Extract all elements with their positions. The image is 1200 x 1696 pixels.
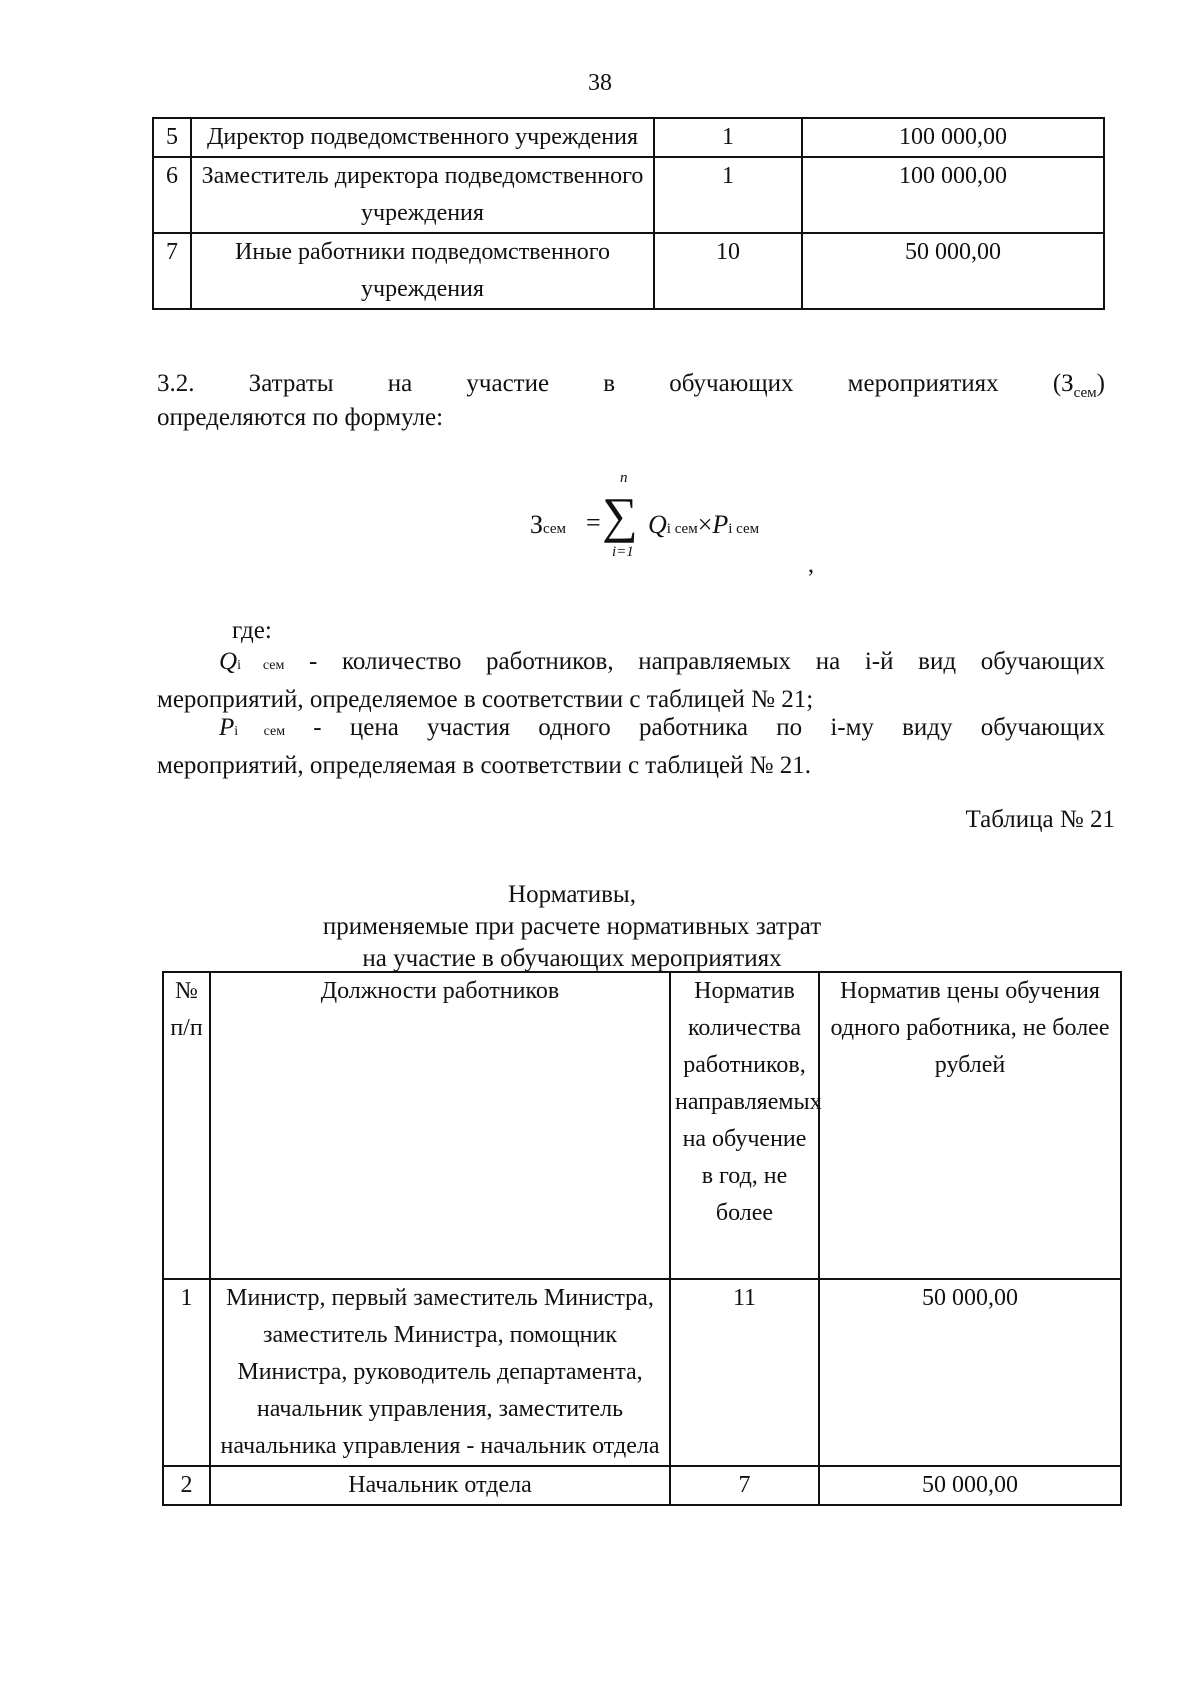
- formula-lhs: Зсем: [530, 510, 567, 539]
- position-cell: Иные работники подведомственного учреждения: [191, 233, 654, 309]
- header-number: № п/п: [163, 972, 210, 1279]
- paragraph-text: 3.2. Затраты на участие в обучающих мероприятиях (З: [157, 370, 1074, 397]
- header-position: Должности работников: [210, 972, 670, 1279]
- row-number: 6: [153, 157, 191, 233]
- table-row: [163, 1279, 1121, 1466]
- table-row: [153, 157, 1104, 233]
- table-row: [153, 118, 1104, 157]
- header-price: Норматив цены обучения одного работника, не более рублей: [819, 972, 1121, 1279]
- quantity-cell: 1: [654, 118, 802, 157]
- symbol-p: P: [219, 714, 235, 741]
- paragraph-close-paren: ): [1096, 370, 1105, 397]
- row-number: 7: [153, 233, 191, 309]
- quantity-cell: 10: [654, 233, 802, 309]
- definition-p: Pi сем - цена участия одного работника по i-му виду обучающих мероприятий, определяемая в соответствии с таблицей № 21.: [157, 714, 1105, 779]
- paragraph-subscript: сем: [1073, 385, 1097, 401]
- header-quantity: Норматив количества работников, направляемых на обучение в год, не более: [670, 972, 819, 1279]
- table-21: [162, 971, 1122, 1506]
- price-cell: 50 000,00: [819, 1466, 1121, 1505]
- symbol-q: Q: [219, 648, 238, 675]
- quantity-cell: 1: [654, 157, 802, 233]
- formula-upper-limit: n: [620, 470, 628, 486]
- quantity-cell: 11: [670, 1279, 819, 1466]
- quantity-cell: 7: [670, 1466, 819, 1505]
- price-cell: 100 000,00: [802, 118, 1104, 157]
- row-number: 5: [153, 118, 191, 157]
- table-header-row: [163, 972, 1121, 1279]
- table-caption-line-1: Нормативы,: [508, 881, 636, 908]
- row-number: 2: [163, 1466, 210, 1505]
- table-row: [163, 1466, 1121, 1505]
- formula-equals: =: [586, 508, 601, 537]
- position-cell: Начальник отдела: [210, 1466, 670, 1505]
- price-cell: 100 000,00: [802, 157, 1104, 233]
- formula-terms: Qi сем×Pi сем: [648, 510, 760, 539]
- table-caption-line-2: применяемые при расчете нормативных затрат: [322, 913, 822, 940]
- table-label: Таблица № 21: [965, 806, 1115, 833]
- row-number: 1: [163, 1279, 210, 1466]
- position-cell: Заместитель директора подведомственного учреждения: [191, 157, 654, 233]
- formula: [530, 470, 830, 568]
- definition-q-continued: мероприятий, определяемое в соответствии с таблицей № 21;: [157, 686, 814, 713]
- paragraph-3-2-continued: определяются по формуле:: [157, 404, 444, 431]
- definition-p-continued: мероприятий, определяемая в соответствии с таблицей № 21.: [157, 752, 812, 779]
- page-number: 38: [588, 70, 612, 96]
- definition-q: Qi сем - количество работников, направляемых на i-й вид обучающих мероприятий, определяемое в соответствии с таблицей № 21;: [157, 648, 1105, 713]
- table-row: [153, 233, 1104, 309]
- formula-lower-limit: i=1: [612, 544, 634, 560]
- summation-symbol: ∑: [602, 487, 638, 543]
- position-cell: Директор подведомственного учреждения: [191, 118, 654, 157]
- formula-comma: ,: [808, 552, 814, 578]
- positions-table-continued: [152, 117, 1105, 310]
- price-cell: 50 000,00: [802, 233, 1104, 309]
- price-cell: 50 000,00: [819, 1279, 1121, 1466]
- position-cell: Министр, первый заместитель Министра, заместитель Министра, помощник Министра, руководитель департамента, начальник управления, заместитель начальника управления - начальник отдела: [210, 1279, 670, 1466]
- table-caption-line-3: на участие в обучающих мероприятиях: [362, 945, 782, 972]
- where-label: где:: [232, 617, 272, 644]
